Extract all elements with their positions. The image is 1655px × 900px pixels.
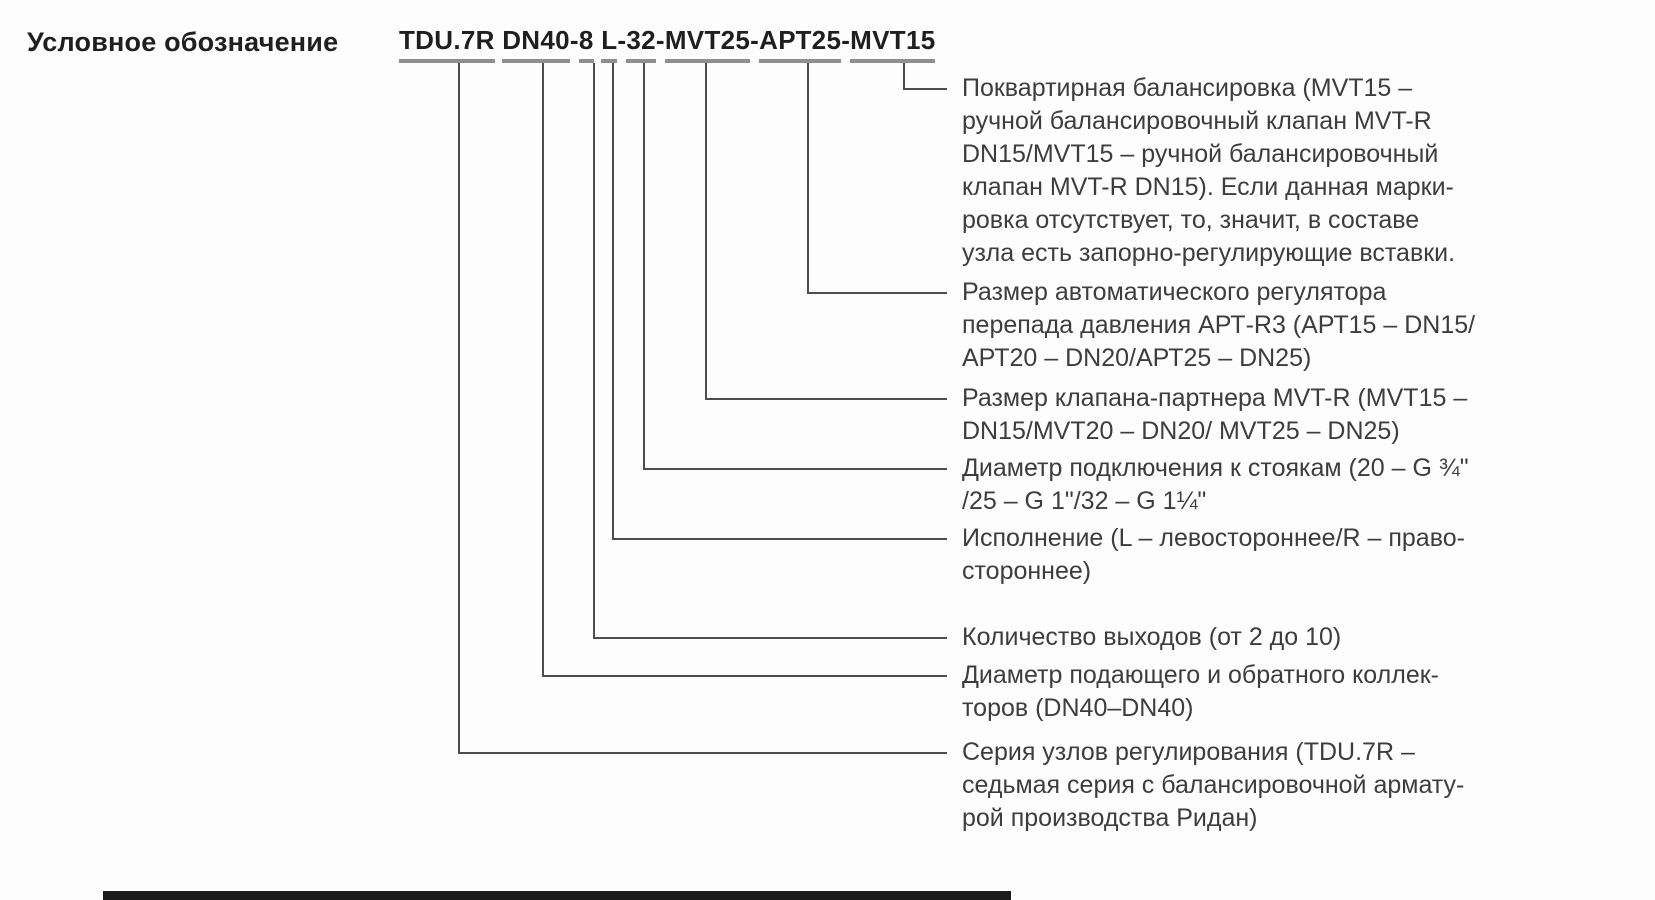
code-separator: - [750,25,760,55]
legend-line: DN15/MVT20 – DN20/ MVT25 – DN25) [962,417,1400,445]
code-segment-8: 8 [579,25,594,63]
legend-line: рой производства Ридан) [962,804,1258,832]
legend-block-art25 [962,276,1522,375]
connector-line-tdu7r [458,63,947,754]
legend-block-tdu7r [962,736,1522,835]
code-segment-mvt15: MVT15 [850,25,935,63]
legend-line: Размер клапана-партнера MVT-R (MVT15 – [962,384,1468,412]
legend-line: Поквартирная балансировка (MVT15 – [962,74,1413,102]
legend-line: DN15/MVT15 – ручной балансировочный [962,140,1439,168]
legend-line: Диаметр подающего и обратного коллек- [962,661,1439,689]
legend-block-32 [962,452,1522,518]
code-separator [594,25,602,59]
legend-line: узла есть запорно-регулирующие вставки. [962,239,1456,267]
designation-label: Условное обозначение [27,27,339,57]
legend-line: ровка отсутствует, то, значит, в составе [962,206,1420,234]
legend-line: АРТ20 – DN20/АРТ25 – DN25) [962,344,1312,372]
legend-line: торов (DN40–DN40) [962,694,1194,722]
legend-block-mvt25 [962,382,1522,448]
code-segment-32: 32 [626,25,656,63]
code-separator: - [569,25,579,55]
legend-line: /25 – G 1"/32 – G 1¼" [962,487,1207,515]
code-separator: - [841,25,851,55]
product-code [399,25,935,63]
legend-block-mvt15 [962,72,1522,270]
legend-line: Исполнение (L – левостороннее/R – право- [962,524,1465,552]
code-separator [495,25,503,59]
legend-line: Количество выходов (от 2 до 10) [962,623,1342,651]
legend-line: Размер автоматического регулятора [962,278,1387,306]
code-segment-mvt25: MVT25 [665,25,750,63]
legend-line: стороннее) [962,557,1092,585]
legend-line: Серия узлов регулирования (TDU.7R – [962,738,1415,766]
code-segment-tdu7r: TDU.7R [399,25,495,63]
code-segment-l: L [601,25,617,63]
bottom-bar [103,891,1011,900]
legend-line: седьмая серия с балансировочной армату- [962,771,1465,799]
code-separator: - [617,25,627,55]
legend-line: перепада давления АРТ-R3 (АРТ15 – DN15/ [962,311,1476,339]
legend-block-dn40 [962,659,1522,725]
legend-line: Диаметр подключения к стоякам (20 – G ¾" [962,454,1469,482]
legend-block-8 [962,621,1522,654]
legend-line: клапан MVT-R DN15). Если данная марки- [962,173,1454,201]
legend-line: ручной балансировочный клапан MVT-R [962,107,1432,135]
code-segment-art25: АРТ25 [759,25,841,63]
legend-block-l [962,522,1522,588]
code-segment-dn40: DN40 [502,25,570,63]
code-separator: - [655,25,665,55]
